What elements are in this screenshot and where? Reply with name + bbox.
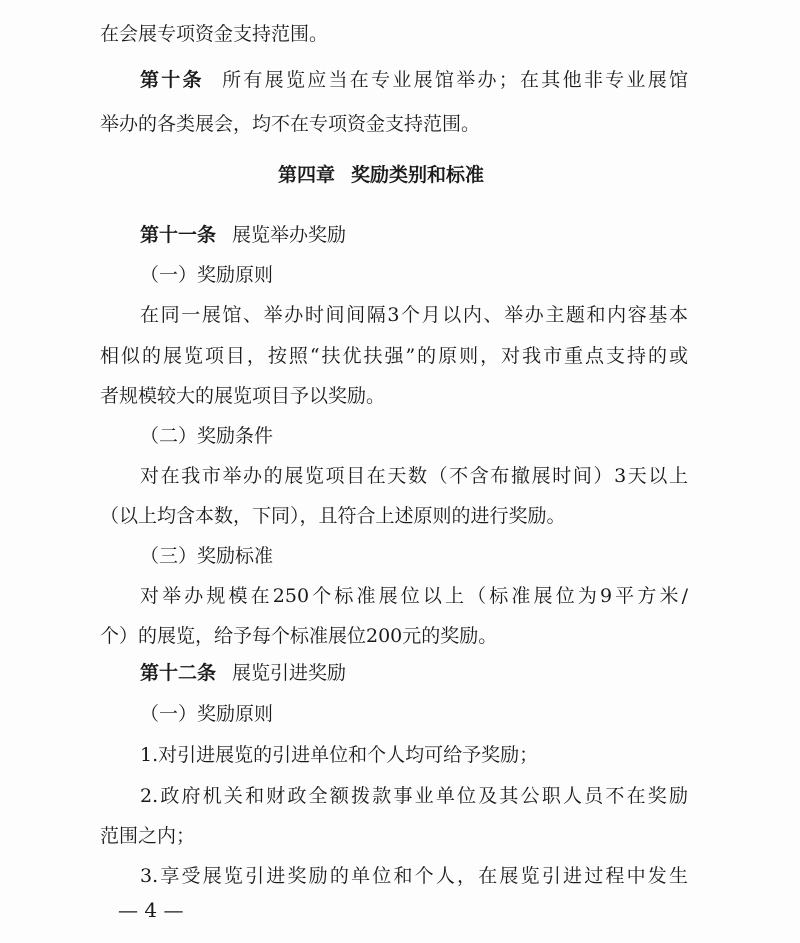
body-line: （以上均含本数，下同），且符合上述原则的进行奖励。 [100, 505, 566, 527]
body-line: 者规模较大的展览项目予以奖励。 [100, 385, 386, 407]
page-number: — 4 — [118, 898, 184, 922]
body-line: 在同一展馆、举办时间间隔3个月以内、举办主题和内容基本 [140, 304, 688, 326]
article-11-title: 展览举办奖励 [232, 224, 347, 246]
chapter-title: 奖励类别和标准 [351, 164, 485, 186]
body-line: 举办的各类展会，均不在专项资金支持范围。 [100, 113, 481, 135]
article-10-label: 第十条 [140, 69, 204, 91]
chapter-heading [278, 163, 484, 187]
chapter-label: 第四章 [278, 164, 336, 186]
body-line: 个）的展览，给予每个标准展位200元的奖励。 [100, 625, 498, 647]
body-line: 相似的展览项目，按照“扶优扶强”的原则，对我市重点支持的或 [100, 345, 688, 367]
body-line: 在会展专项资金支持范围。 [100, 23, 329, 45]
subsection-heading: （二）奖励条件 [140, 425, 274, 447]
article-12-title: 展览引进奖励 [232, 662, 347, 684]
body-line: 对举办规模在250个标准展位以上（标准展位为9平方米/ [140, 585, 688, 607]
subsection-heading: （一）奖励原则 [140, 703, 274, 725]
body-line: 1.对引进展览的引进单位和个人均可给予奖励； [140, 744, 539, 766]
body-line: 范围之内； [100, 825, 196, 847]
body-line: 对在我市举办的展览项目在天数（不含布撤展时间）3天以上 [140, 465, 688, 487]
article-11-heading [140, 223, 346, 247]
article-10-text: 所有展览应当在专业展馆举办；在其他非专业展馆 [219, 69, 688, 91]
subsection-heading: （一）奖励原则 [140, 264, 274, 286]
article-12-label: 第十二条 [140, 662, 217, 684]
article-11-label: 第十一条 [140, 224, 217, 246]
article-12-heading [140, 661, 346, 685]
article-10-line [140, 68, 688, 92]
body-line: 3.享受展览引进奖励的单位和个人，在展览引进过程中发生 [140, 865, 688, 887]
body-line: 2.政府机关和财政全额拨款事业单位及其公职人员不在奖励 [140, 785, 688, 807]
subsection-heading: （三）奖励标准 [140, 545, 274, 567]
